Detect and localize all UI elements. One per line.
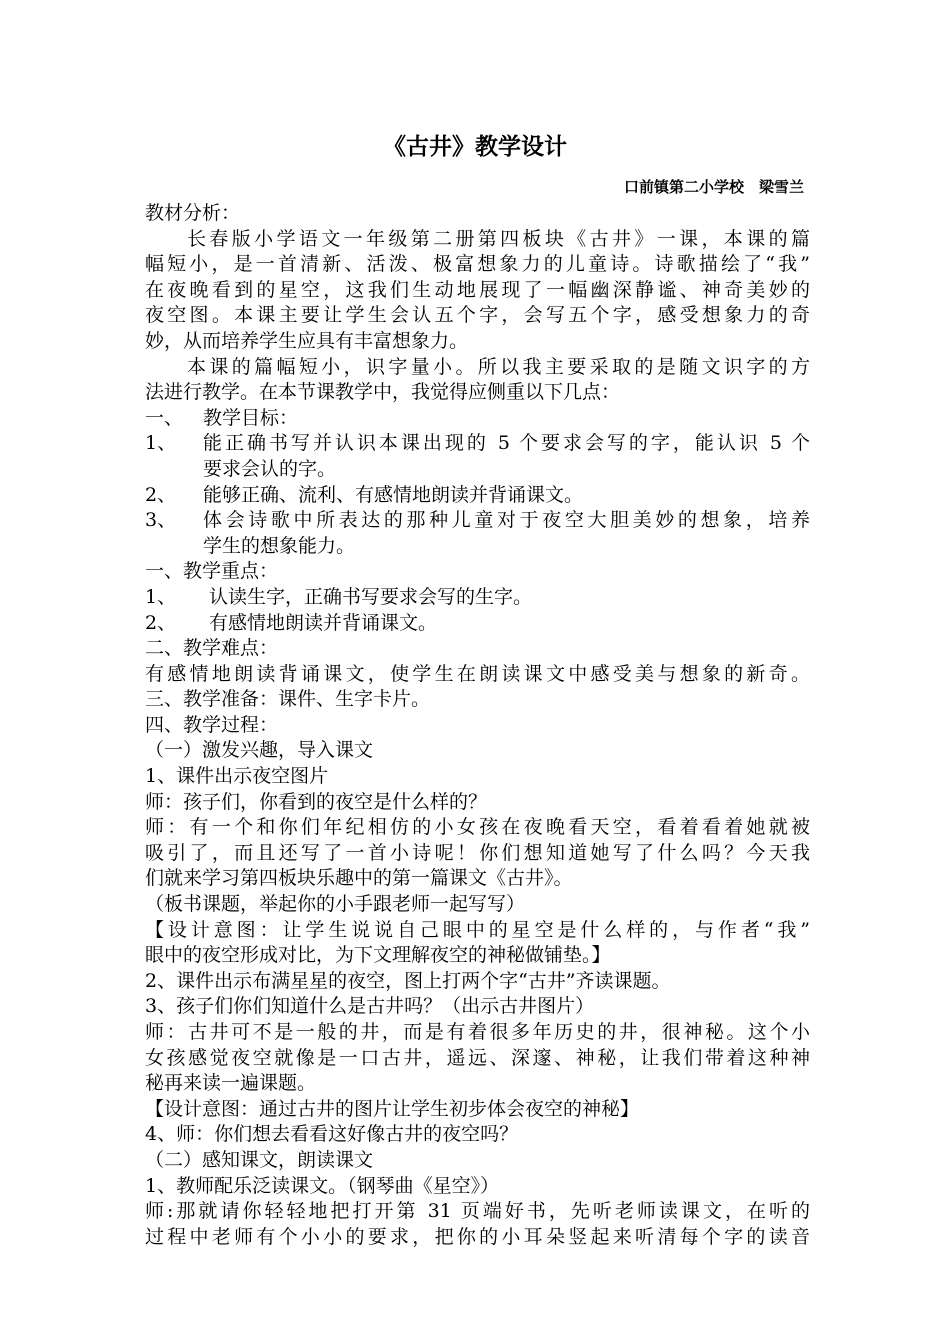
line-text: 们就来学习第四板块乐趣中的第一篇课文《古井》。 (145, 867, 573, 890)
text-line (145, 892, 810, 918)
text-line (145, 508, 810, 534)
text-line (145, 227, 810, 253)
line-text: 1、课件出示夜空图片 (145, 765, 329, 788)
text-line (145, 329, 810, 355)
text-line (145, 662, 810, 688)
list-number: 3、 (145, 509, 177, 532)
text-line (145, 611, 810, 637)
text-line (145, 994, 810, 1020)
line-text: 3、孩子们你们知道什么是古井吗？（出示古井图片） (145, 995, 595, 1018)
text-line (145, 790, 810, 816)
text-line (145, 559, 810, 585)
line-text: 【设计意图：通过古井的图片让学生初步体会夜空的神秘】 (145, 1097, 640, 1120)
text-line (145, 1199, 810, 1225)
line-text: 有感情地朗读并背诵课文。 (203, 611, 438, 634)
line-text: 妙，从而培养学生应具有丰富想象力。 (145, 329, 469, 352)
text-line (145, 1122, 810, 1148)
line-text: 过程中老师有个小小的要求，把你的小耳朵竖起来听清每个字的读音 (145, 1225, 810, 1248)
line-text: 要求会认的字。 (203, 457, 337, 480)
text-line (145, 1020, 810, 1046)
line-text: 秘再来读一遍课题。 (145, 1072, 317, 1095)
text-line (145, 355, 810, 381)
line-text: 夜空图。本课主要让学生会认五个字，会写五个字，感受想象力的奇 (145, 304, 810, 327)
text-line (145, 1148, 810, 1174)
line-text: （一）激发兴趣，导入课文 (145, 739, 374, 762)
line-text: 教学目标： (203, 406, 299, 429)
line-text: 在夜晚看到的星空，这我们生动地展现了一幅幽深静谧、神奇美妙的 (145, 278, 810, 301)
text-line (145, 866, 810, 892)
text-line (145, 969, 810, 995)
line-text: 【设计意图：让学生说说自己眼中的星空是什么样的，与作者“我” (145, 918, 810, 941)
line-text: 2、课件出示布满星星的夜空，图上打两个字“古井”齐读课题。 (145, 969, 671, 992)
text-line (145, 457, 810, 483)
line-text: 二、教学难点： (145, 637, 279, 660)
document-author: 口前镇第二小学校 梁雪兰 (623, 178, 804, 196)
text-line (145, 1174, 810, 1200)
list-number: 2、 (145, 611, 177, 634)
text-line (145, 1046, 810, 1072)
line-text: 能正确书写并认识本课出现的 5 个要求会写的字，能认识 5 个 (203, 432, 810, 455)
line-text: 长春版小学语文一年级第二册第四板块《古井》一课，本课的篇 (187, 227, 810, 250)
list-number: 1、 (145, 432, 177, 455)
text-line (145, 431, 810, 457)
text-line (145, 713, 810, 739)
line-text: 幅短小，是一首清新、活泼、极富想象力的儿童诗。诗歌描绘了“我” (145, 253, 810, 276)
line-text: 体会诗歌中所表达的那种儿童对于夜空大胆美妙的想象，培养 (203, 509, 810, 532)
line-text: 法进行教学。在本节课教学中，我觉得应侧重以下几点： (145, 381, 621, 404)
text-line (145, 483, 810, 509)
list-number: 2、 (145, 483, 177, 506)
line-text: 认读生字，正确书写要求会写的生字。 (203, 585, 533, 608)
line-text: 师：古井可不是一般的井，而是有着很多年历史的井，很神秘。这个小 (145, 1021, 810, 1043)
text-line (145, 943, 810, 969)
line-text: 三、教学准备：课件、生字卡片。 (145, 688, 431, 711)
line-text: 学生的想象能力。 (203, 534, 356, 557)
line-text: 吸引了，而且还写了一首小诗呢！你们想知道她写了什么吗？今天我 (145, 841, 810, 864)
line-text: 师:那就请你轻轻地把打开第 31 页端好书，先听老师读课文，在听的 (145, 1200, 810, 1223)
text-line (145, 1225, 810, 1251)
text-line (145, 534, 810, 560)
text-line (145, 380, 810, 406)
text-line (145, 406, 810, 432)
document-body (145, 201, 810, 1250)
line-text: 一、教学重点： (145, 560, 279, 583)
text-line (145, 303, 810, 329)
text-line (145, 918, 810, 944)
line-text: 有感情地朗读背诵课文，使学生在朗读课文中感受美与想象的新奇。 (145, 662, 810, 685)
list-number: 1、 (145, 585, 177, 608)
line-text: 教材分析： (145, 202, 241, 224)
text-line (145, 764, 810, 790)
line-text: （二）感知课文，朗读课文 (145, 1148, 374, 1171)
line-text: 4、师：你们想去看看这好像古井的夜空吗？ (145, 1123, 519, 1146)
document-title: 《古井》教学设计 (383, 134, 567, 160)
text-line (145, 815, 810, 841)
line-text: 本课的篇幅短小，识字量小。所以我主要采取的是随文识字的方 (187, 355, 810, 378)
line-text: 四、教学过程： (145, 713, 279, 736)
line-text: （板书课题，举起你的小手跟老师一起写写） (145, 893, 526, 916)
text-line (145, 201, 810, 227)
line-text: 师：有一个和你们年纪相仿的小女孩在夜晚看天空，看着看着她就被 (145, 816, 810, 839)
line-text: 1、教师配乐泛读课文。（钢琴曲《星空》） (145, 1174, 500, 1197)
text-line (145, 687, 810, 713)
line-text: 能够正确、流利、有感情地朗读并背诵课文。 (203, 483, 584, 506)
text-line (145, 252, 810, 278)
text-line (145, 738, 810, 764)
line-text: 眼中的夜空形成对比，为下文理解夜空的神秘做铺垫。】 (145, 944, 611, 967)
text-line (145, 1097, 810, 1123)
text-line (145, 278, 810, 304)
text-line (145, 636, 810, 662)
line-text: 师：孩子们，你看到的夜空是什么样的？ (145, 790, 488, 813)
text-line (145, 585, 810, 611)
line-text: 女孩感觉夜空就像是一口古井，遥远、深邃、神秘，让我们带着这种神 (145, 1046, 810, 1069)
text-line (145, 1071, 810, 1097)
text-line (145, 841, 810, 867)
list-number: 一、 (145, 406, 184, 429)
